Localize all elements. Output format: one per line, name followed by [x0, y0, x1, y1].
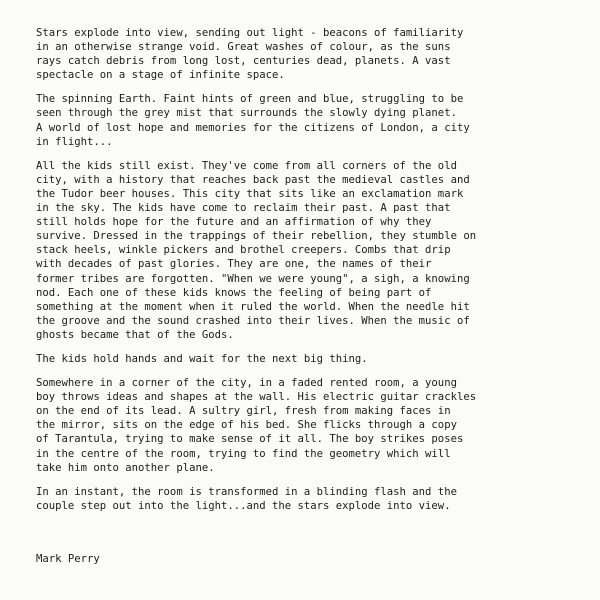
- paragraph-kids-still-exist: All the kids still exist. They've come from all corners of the old city, with a history that reaches back past the medieval castles and the Tudor beer houses. This city that sits like an exclamation mark in the sky. The kids have come to reclaim their past. A past that still holds hope for the future and an affirmation of why they survive. Dressed in the trappings of their rebellion, they stumble on stack heels, winkle pickers and brothel creepers. Combs that drip with decades of past glories. They are one, the names of their former tribes are forgotten. "When we were young", a sigh, a knowing nod. Each one of these kids knows the feeling of being part of something at the moment when it ruled the world. When the needle hit the groove and the sound crashed into their lives. When the music of ghosts became that of the Gods.: [36, 159, 477, 341]
- author-signature: Mark Perry: [36, 553, 100, 565]
- paragraph-stars-explode: Stars explode into view, sending out light - beacons of familiarity in an otherwise strange void. Great washes of colour, as the suns rays catch debris from long lost, centuries dead, planets. A vast spectacle on a stage of infinite space.: [36, 27, 464, 82]
- paragraph-spinning-earth: The spinning Earth. Faint hints of green and blue, struggling to be seen through the grey mist that surrounds the slowly dying planet. A world of lost hope and memories for the citizens of London, a city in flight...: [36, 93, 470, 148]
- paragraph-blinding-flash: In an instant, the room is transformed in a blinding flash and the couple step out into the light...and the stars explode into view.: [36, 485, 457, 512]
- paragraph-kids-hold-hands: The kids hold hands and wait for the next big thing.: [36, 352, 368, 365]
- paragraph-rented-room: Somewhere in a corner of the city, in a faded rented room, a young boy throws ideas and shapes at the wall. His electric guitar crackles on the end of its lead. A sultry girl, fresh from making faces in the mirror, sits on the edge of his bed. She flicks through a copy of Tarantula, trying to make sense of it all. The boy strikes poses in the centre of the room, trying to find the geometry which will take him onto another plane.: [36, 377, 477, 474]
- body-text: [36, 26, 584, 523]
